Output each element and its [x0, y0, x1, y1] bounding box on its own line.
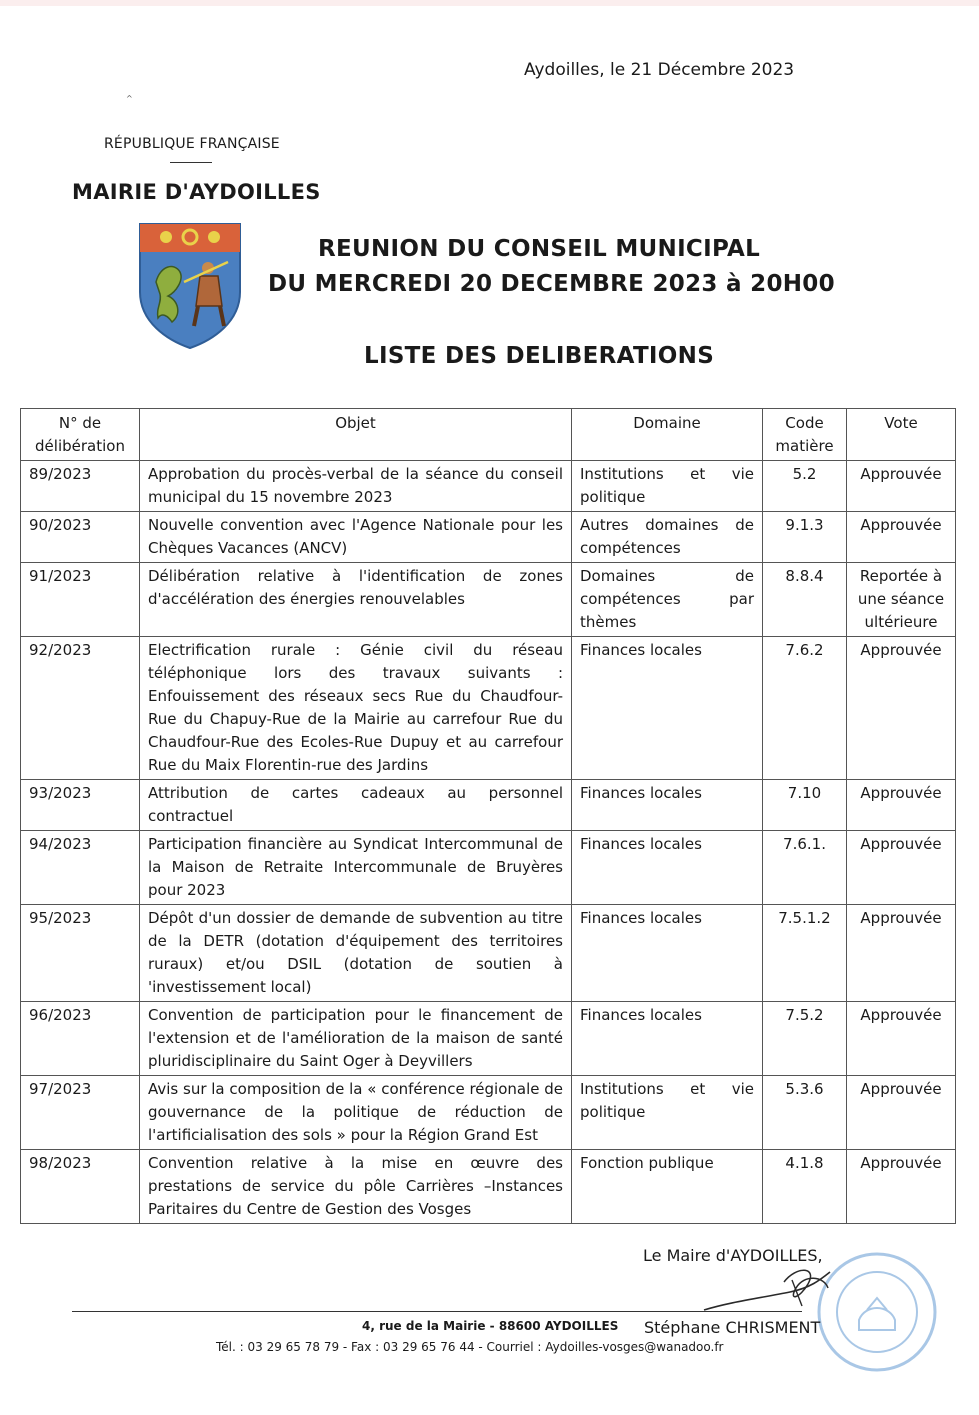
row-domaine: Institutions et vie politique [572, 461, 763, 512]
row-number: 90/2023 [21, 512, 140, 563]
row-vote: Approuvée [847, 905, 956, 1002]
table-row [21, 637, 956, 780]
row-domaine: Institutions et vie politique [572, 1076, 763, 1150]
mairie-heading: MAIRIE D'AYDOILLES [72, 180, 321, 204]
row-vote: Approuvée [847, 831, 956, 905]
row-objet: Avis sur la composition de la « conférence régionale de gouvernance de la politique de réduction de l'artificialisation des sols » pour la Région Grand Est [140, 1076, 572, 1150]
row-number: 96/2023 [21, 1002, 140, 1076]
row-domaine: Domaines de compétences par thèmes [572, 563, 763, 637]
footer-divider [72, 1311, 802, 1312]
row-number: 98/2023 [21, 1150, 140, 1224]
row-domaine: Finances locales [572, 637, 763, 780]
header-objet: Objet [140, 409, 572, 461]
row-domaine: Finances locales [572, 1002, 763, 1076]
page-top-band [0, 0, 979, 6]
republique-label: RÉPUBLIQUE FRANÇAISE [104, 136, 280, 152]
row-code-matiere: 7.6.2 [763, 637, 847, 780]
row-code-matiere: 5.3.6 [763, 1076, 847, 1150]
row-code-matiere: 7.10 [763, 780, 847, 831]
row-number: 95/2023 [21, 905, 140, 1002]
row-number: 91/2023 [21, 563, 140, 637]
table-row [21, 461, 956, 512]
table-row [21, 831, 956, 905]
row-domaine: Fonction publique [572, 1150, 763, 1224]
row-objet: Nouvelle convention avec l'Agence Nationale pour les Chèques Vacances (ANCV) [140, 512, 572, 563]
table-row [21, 1002, 956, 1076]
row-objet: Dépôt d'un dossier de demande de subvention au titre de la DETR (dotation d'équipement des territoires ruraux) et/ou DSIL (dotation de soutien à 'investissement local) [140, 905, 572, 1002]
list-title: LISTE DES DELIBERATIONS [364, 343, 715, 369]
row-domaine: Finances locales [572, 831, 763, 905]
row-objet: Participation financière au Syndicat Intercommunal de la Maison de Retraite Intercommunale de Bruyères pour 2023 [140, 831, 572, 905]
row-domaine: Finances locales [572, 905, 763, 1002]
row-objet: Convention de participation pour le financement de l'extension et de l'amélioration de la maison de santé pluridisciplinaire du Saint Oger à Deyvillers [140, 1002, 572, 1076]
row-objet: Convention relative à la mise en œuvre des prestations de service du pôle Carrières –Instances Paritaires du Centre de Gestion des Vosges [140, 1150, 572, 1224]
signatory-name: Stéphane CHRISMENT [644, 1318, 821, 1337]
letter-date: Aydoilles, le 21 Décembre 2023 [524, 60, 795, 80]
row-code-matiere: 7.5.2 [763, 1002, 847, 1076]
row-number: 97/2023 [21, 1076, 140, 1150]
row-number: 94/2023 [21, 831, 140, 905]
row-number: 92/2023 [21, 637, 140, 780]
header-domaine: Domaine [572, 409, 763, 461]
row-code-matiere: 8.8.4 [763, 563, 847, 637]
row-vote: Approuvée [847, 461, 956, 512]
table-row [21, 563, 956, 637]
row-code-matiere: 7.6.1. [763, 831, 847, 905]
row-code-matiere: 5.2 [763, 461, 847, 512]
row-number: 93/2023 [21, 780, 140, 831]
row-domaine: Finances locales [572, 780, 763, 831]
meeting-title-line1: REUNION DU CONSEIL MUNICIPAL [318, 236, 761, 262]
row-objet: Délibération relative à l'identification de zones d'accélération des énergies renouvelables [140, 563, 572, 637]
header-code: Code matière [763, 409, 847, 461]
table-row [21, 1150, 956, 1224]
row-number: 89/2023 [21, 461, 140, 512]
row-domaine: Autres domaines de compétences [572, 512, 763, 563]
header-vote: Vote [847, 409, 956, 461]
row-vote: Approuvée [847, 637, 956, 780]
row-vote: Approuvée [847, 1002, 956, 1076]
stray-mark: ^ [126, 94, 133, 103]
row-objet: Approbation du procès-verbal de la séance du conseil municipal du 15 novembre 2023 [140, 461, 572, 512]
mairie-address: 4, rue de la Mairie - 88600 AYDOILLES [362, 1319, 619, 1333]
row-vote: Approuvée [847, 1076, 956, 1150]
row-vote: Reportée à une séance ultérieure [847, 563, 956, 637]
table-header-row [21, 409, 956, 461]
table-row [21, 512, 956, 563]
republique-divider [170, 162, 212, 163]
row-code-matiere: 4.1.8 [763, 1150, 847, 1224]
table-row [21, 1076, 956, 1150]
row-vote: Approuvée [847, 1150, 956, 1224]
handwritten-signature [700, 1262, 840, 1322]
row-vote: Approuvée [847, 780, 956, 831]
table-row [21, 905, 956, 1002]
row-code-matiere: 9.1.3 [763, 512, 847, 563]
row-objet: Attribution de cartes cadeaux au personnel contractuel [140, 780, 572, 831]
contact-line: Tél. : 03 29 65 78 79 - Fax : 03 29 65 76 44 - Courriel : Aydoilles-vosges@wanadoo.fr [216, 1340, 724, 1354]
row-objet: Electrification rurale : Génie civil du réseau téléphonique lors des travaux suivants : Enfouissement des réseaux secs Rue du Chaudfour-Rue du Chapuy-Rue de la Mairie au carrefour Rue du Chaudfour-Rue des Ecoles-Rue Dupuy et au carrefour Rue du Maix Florentin-rue des Jardins [140, 637, 572, 780]
meeting-title-line2: DU MERCREDI 20 DECEMBRE 2023 à 20H00 [268, 271, 835, 297]
coat-of-arms-logo [138, 222, 242, 350]
row-vote: Approuvée [847, 512, 956, 563]
table-row [21, 780, 956, 831]
signatory-title: Le Maire d'AYDOILLES, [643, 1246, 823, 1265]
deliberations-table [20, 408, 956, 1224]
row-code-matiere: 7.5.1.2 [763, 905, 847, 1002]
header-num: N° de délibération [21, 409, 140, 461]
